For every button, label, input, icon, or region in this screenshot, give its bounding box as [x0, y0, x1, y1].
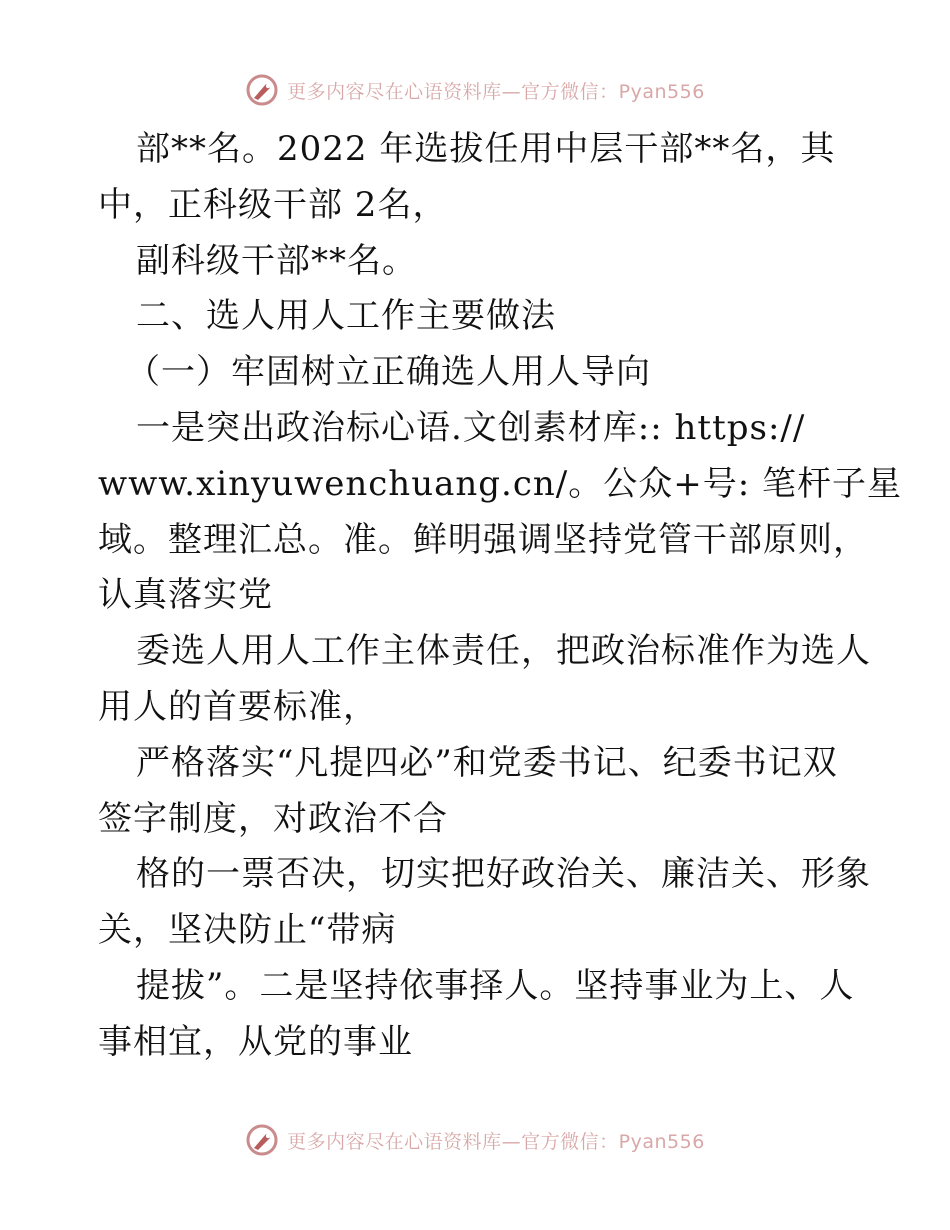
pen-nib-circle-icon	[245, 73, 279, 107]
paragraph-line: 认真落实党	[98, 575, 273, 616]
watermark-text: 更多内容尽在心语资料库—官方微信：Pyan556	[287, 80, 705, 103]
paragraph-line: 关，坚决防止“带病	[98, 910, 397, 951]
section-heading: 二、选人用人工作主要做法	[136, 296, 556, 337]
paragraph-line: 事相宜，从党的事业	[98, 1021, 413, 1062]
watermark-text: 更多内容尽在心语资料库—官方微信：Pyan556	[287, 1130, 705, 1153]
header-watermark	[0, 70, 950, 110]
paragraph-line: 签字制度，对政治不合	[98, 798, 448, 839]
paragraph-line: 部**名。2022 年选拔任用中层干部**名，其	[136, 129, 836, 169]
paragraph-line: 严格落实“凡提四必”和党委书记、纪委书记双	[136, 742, 838, 783]
paragraph-line: 提拔”。二是坚持依事择人。坚持事业为上、人	[136, 965, 855, 1006]
pen-nib-circle-icon	[245, 1123, 279, 1157]
paragraph-line: 副科级干部**名。	[136, 240, 417, 281]
paragraph-line: 一是突出政治标心语.文创素材库:: https://	[136, 407, 806, 448]
footer-watermark	[0, 1120, 950, 1160]
paragraph-line: 委选人用人工作主体责任，把政治标准作为选人	[136, 631, 871, 672]
paragraph-line: 中，正科级干部 2名，	[98, 184, 448, 225]
document-body	[98, 122, 902, 1071]
subsection-heading: （一）牢固树立正确选人用人导向	[126, 352, 651, 393]
paragraph-line: 格的一票否决，切实把好政治关、廉洁关、形象	[136, 854, 871, 895]
paragraph-line: 用人的首要标准，	[98, 686, 378, 727]
paragraph-line: www.xinyuwenchuang.cn/。公众+号: 笔杆子星	[98, 463, 902, 504]
paragraph-line: 域。整理汇总。准。鲜明强调坚持党管干部原则，	[98, 519, 868, 560]
